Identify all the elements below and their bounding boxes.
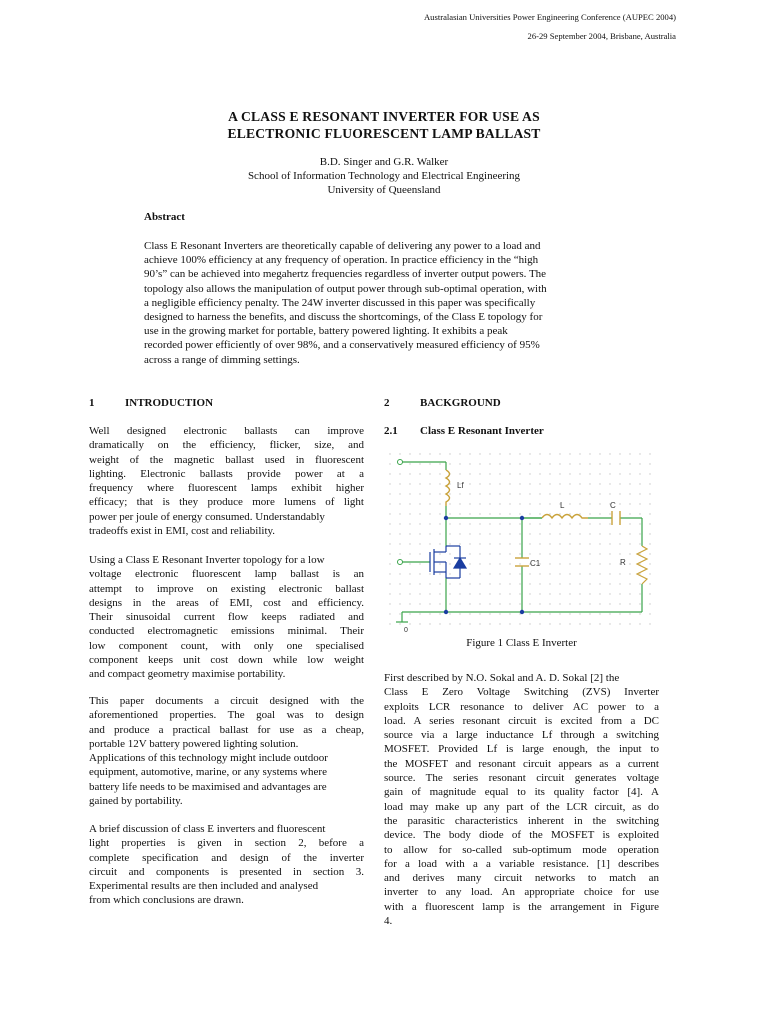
paper-title-line2: ELECTRONIC FLUORESCENT LAMP BALLAST [227, 126, 541, 141]
text-line: complete specification and design of the inverter [89, 851, 364, 864]
text-line: load may make up any part of the LCR circuit, as do [384, 800, 659, 813]
c-capacitor [612, 511, 620, 525]
text-line: tradeoffs exist in EMI, cost and reliability. [89, 525, 276, 538]
text-line: power per joule of energy consumed. Understandably [89, 510, 325, 523]
text-line: equipment, automotive, marine, or any systems where [89, 766, 327, 779]
intro-paragraph-2 [89, 553, 364, 682]
c1-capacitor [515, 558, 529, 566]
conference-header: Australasian Universities Power Engineering Conference (AUPEC 2004) [423, 12, 676, 22]
text-line: Using a Class E Resonant Inverter topology for a low [89, 554, 325, 566]
lf-inductor [446, 470, 450, 506]
mosfet-switch [430, 546, 466, 578]
text-line: component keeps unit cost down while low weight [89, 654, 364, 667]
text-line: exploits LCR resonance to deliver AC power to a [384, 700, 659, 713]
input-terminal [398, 460, 403, 465]
abstract-heading: Abstract [144, 211, 185, 223]
text-line: Well designed electronic ballasts can improve [89, 425, 364, 437]
text-line: First described by N.O. Sokal and A. D. Sokal [2] the [384, 672, 620, 684]
abstract-line: across a range of dimming settings. [144, 353, 300, 366]
text-line: load. A series resonant circuit is excited from a DC [384, 714, 659, 727]
c1-label: C1 [530, 559, 541, 568]
text-line: the parasitic characteristics inherent in the switching [384, 814, 659, 827]
text-line: Applications of this technology might include outdoor [89, 752, 328, 765]
subsection-heading [384, 425, 544, 437]
text-line: source. The series resonant circuit generates voltage [384, 772, 659, 785]
intro-paragraph-1 [89, 424, 364, 538]
text-line: A brief discussion of class E inverters and fluorescent [89, 823, 326, 835]
junction-dot [444, 610, 448, 614]
text-line: MOSFET. Provided Lf is large enough, the input to [384, 743, 659, 756]
text-line: and compact geometry maximise portability. [89, 668, 286, 681]
text-line: portable 12V battery powered lighting solution. [89, 737, 299, 750]
text-line: for a load with a a variable resistance. [1] describes [384, 857, 659, 870]
intro-paragraph-3 [89, 694, 364, 808]
abstract-line: Class E Resonant Inverters are theoretically capable of delivering any power to a load and [144, 240, 541, 252]
section2-title: BACKGROUND [420, 397, 501, 409]
text-line: battery life needs to be maximised and advantages are [89, 780, 327, 793]
text-line: low component count, with only one specialised [89, 639, 364, 652]
text-line: with a fluorescent lamp is the arrangement in Figure [384, 900, 659, 913]
text-line: and produce a practical ballast for use as a cheap, [89, 723, 364, 736]
intro-paragraph-4 [89, 822, 364, 908]
gate-terminal [398, 560, 403, 565]
text-line: Experimental results are then included and analysed [89, 880, 319, 893]
text-line: circuit and components is presented in section 3. [89, 865, 364, 878]
figure-caption: Figure 1 Class E Inverter [466, 637, 577, 649]
junction-dot [444, 516, 448, 520]
authors: B.D. Singer and G.R. Walker [319, 156, 449, 168]
section1-heading [89, 397, 213, 409]
text-line: conducted electromagnetic emissions minimal. Their [89, 625, 364, 638]
text-line: lighting. Electronic ballasts provide power at a [89, 467, 364, 480]
r-label: R [620, 558, 626, 567]
c-label: C [610, 501, 616, 510]
l-label: L [560, 501, 565, 510]
text-line: source via a large inductance Lf through a switching [384, 729, 659, 742]
text-line: to allow for so-called sub-optimum mode operation [384, 843, 659, 856]
abstract-line: a negligible efficiency penalty. The 24W inverter discussed in this paper was specifically [144, 296, 536, 309]
junction-dot [520, 516, 524, 520]
text-line: and derives many circuit networks to match an [384, 872, 659, 885]
paper-title-line1: A CLASS E RESONANT INVERTER FOR USE AS [228, 109, 540, 124]
section1-number: 1 [89, 397, 95, 409]
subsection-number: 2.1 [384, 425, 398, 437]
abstract-line: recorded power efficiently of over 98%, and a conservatively measured efficiency of 95% [144, 339, 540, 352]
background-paragraph [384, 671, 659, 928]
text-line: weight of the magnetic ballast used in fluorescent [89, 453, 364, 466]
affiliation-university: University of Queensland [327, 184, 441, 196]
text-line: device. The body diode of the MOSFET is exploited [384, 829, 659, 842]
text-line: voltage electronic fluorescent lamp ballast is an [89, 568, 364, 581]
text-line: Their sinusoidal current flow keeps radiated and [89, 611, 364, 624]
text-line: gain of magnitude equal to its quality factor [4]. A [384, 786, 659, 799]
l-inductor [542, 515, 588, 519]
lf-label: Lf [457, 481, 464, 490]
abstract-line: 90’s” can be achieved into megahertz frequencies regardless of inverter output powers. The [144, 268, 547, 281]
text-line: frequency where fluorescent lamps exhibit higher [89, 482, 364, 495]
text-line: This paper documents a circuit designed with the [89, 695, 364, 707]
subsection-title: Class E Resonant Inverter [420, 425, 544, 437]
text-line: the MOSFET and resonant circuit appears as a current [384, 757, 659, 770]
junction-dot [520, 610, 524, 614]
text-line: light properties is given in section 2, before a [89, 837, 364, 850]
text-line: efficacy; that is they produce more lumens of light [89, 496, 364, 509]
section1-title: INTRODUCTION [125, 397, 214, 409]
class-e-inverter-schematic [384, 448, 664, 638]
abstract-body [144, 239, 604, 367]
section2-heading [384, 397, 501, 409]
conference-date: 26-29 September 2004, Brisbane, Australia [527, 31, 676, 41]
r-resistor [637, 546, 647, 584]
text-line: attempt to improve on existing electronic ballast [89, 582, 364, 595]
text-line: dramatically on the efficiency, flicker, size, and [89, 439, 364, 452]
text-line: designs in the areas of EMI, cost and efficiency. [89, 596, 364, 609]
abstract-line: use in the growing market for portable, battery powered lighting. It exhibits a peak [144, 325, 508, 338]
text-line: from which conclusions are drawn. [89, 894, 244, 907]
text-line: aforementioned properties. The goal was to design [89, 709, 364, 722]
abstract-line: designed to harness the benefits, and discuss the shortcomings, of the Class E topology for [144, 311, 543, 324]
ground-label: 0 [404, 627, 408, 634]
abstract-line: topology also allows the manipulation of output power through sub-optimal operation, with [144, 282, 547, 295]
section2-number: 2 [384, 397, 390, 409]
affiliation-school: School of Information Technology and Electrical Engineering [247, 170, 521, 182]
text-line: 4. [384, 915, 393, 928]
text-line: gained by portability. [89, 795, 183, 808]
abstract-line: achieve 100% efficiency at any frequency of operation. In practice efficiency in the “high [144, 254, 539, 267]
text-line: inverter to any load. An appropriate choice for use [384, 886, 659, 899]
grid-dots [389, 453, 650, 624]
text-line: Class E Zero Voltage Switching (ZVS) Inverter [384, 686, 659, 699]
